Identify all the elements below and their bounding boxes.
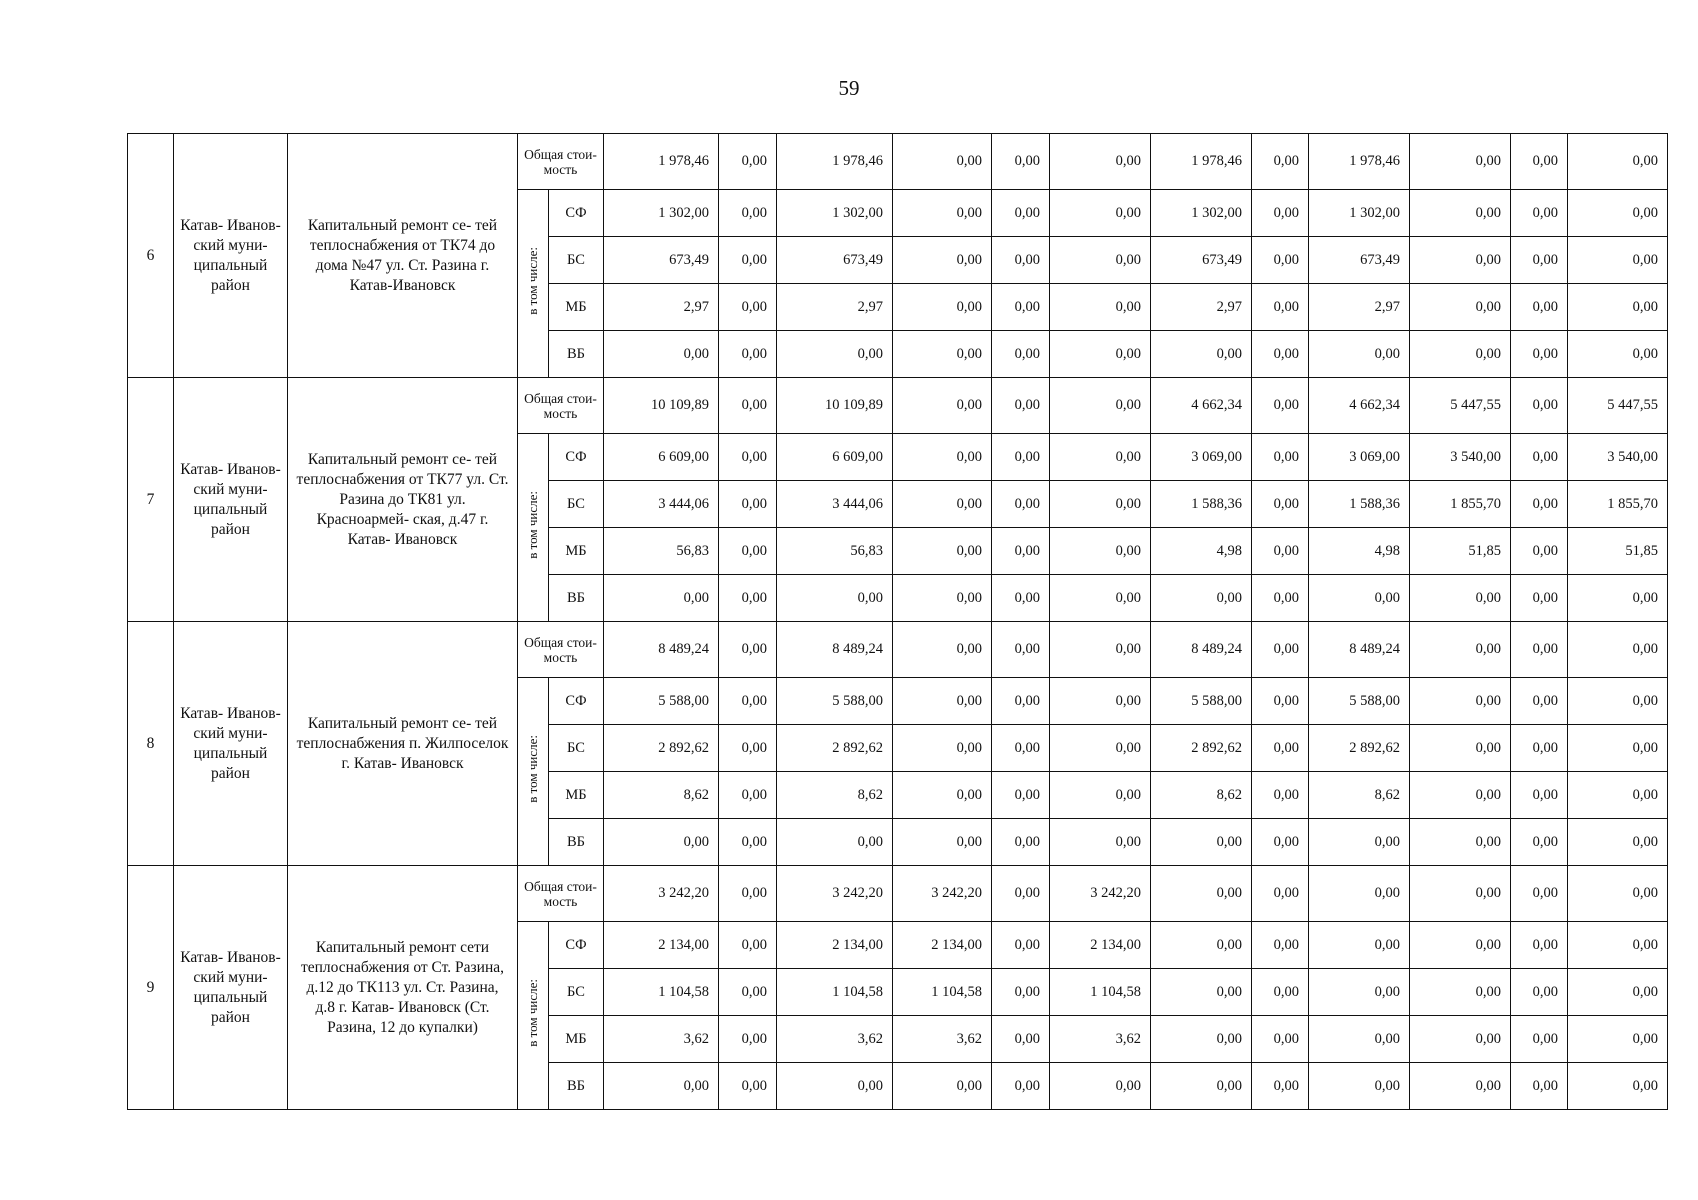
value-cell: 0,00 — [1151, 575, 1252, 622]
value-cell: 0,00 — [1252, 134, 1309, 190]
value-cell: 0,00 — [1568, 190, 1668, 237]
funding-source-label: МБ — [549, 1016, 604, 1063]
value-cell: 0,00 — [1309, 969, 1410, 1016]
value-cell: 0,00 — [1151, 866, 1252, 922]
value-cell: 0,00 — [893, 819, 992, 866]
value-cell: 0,00 — [1252, 969, 1309, 1016]
value-cell: 0,00 — [1050, 134, 1151, 190]
value-cell: 0,00 — [1050, 434, 1151, 481]
value-cell: 0,00 — [1511, 378, 1568, 434]
value-cell: 0,00 — [1252, 622, 1309, 678]
value-cell: 2 892,62 — [777, 725, 893, 772]
value-cell: 0,00 — [1511, 922, 1568, 969]
value-cell: 0,00 — [992, 575, 1050, 622]
value-cell: 8 489,24 — [1151, 622, 1252, 678]
value-cell: 5 588,00 — [1151, 678, 1252, 725]
value-cell: 0,00 — [893, 528, 992, 575]
value-cell: 0,00 — [1309, 575, 1410, 622]
value-cell: 0,00 — [1511, 622, 1568, 678]
value-cell: 3,62 — [1050, 1016, 1151, 1063]
budget-table-body — [128, 134, 1668, 1110]
value-cell: 0,00 — [992, 922, 1050, 969]
value-cell: 0,00 — [1252, 284, 1309, 331]
value-cell: 0,00 — [1252, 678, 1309, 725]
value-cell: 0,00 — [719, 575, 777, 622]
value-cell: 0,00 — [893, 284, 992, 331]
value-cell: 0,00 — [1511, 772, 1568, 819]
municipality-cell: Катав- Иванов- ский муни- ципальный район — [174, 378, 288, 622]
value-cell: 0,00 — [1511, 678, 1568, 725]
municipality-cell: Катав- Иванов- ский муни- ципальный район — [174, 622, 288, 866]
value-cell: 0,00 — [893, 772, 992, 819]
value-cell: 0,00 — [1511, 237, 1568, 284]
value-cell: 5 447,55 — [1410, 378, 1511, 434]
value-cell: 0,00 — [1050, 622, 1151, 678]
municipality-cell: Катав- Иванов- ский муни- ципальный район — [174, 134, 288, 378]
value-cell: 4,98 — [1309, 528, 1410, 575]
value-cell: 0,00 — [777, 331, 893, 378]
value-cell: 3 242,20 — [1050, 866, 1151, 922]
value-cell: 51,85 — [1410, 528, 1511, 575]
value-cell: 10 109,89 — [777, 378, 893, 434]
value-cell: 0,00 — [893, 190, 992, 237]
row-number: 8 — [128, 622, 174, 866]
funding-source-label: БС — [549, 237, 604, 284]
value-cell: 0,00 — [719, 331, 777, 378]
value-cell: 4,98 — [1151, 528, 1252, 575]
value-cell: 0,00 — [719, 922, 777, 969]
value-cell: 56,83 — [604, 528, 719, 575]
value-cell: 0,00 — [1511, 866, 1568, 922]
value-cell: 0,00 — [992, 866, 1050, 922]
table-row — [128, 866, 1668, 922]
value-cell: 3 069,00 — [1151, 434, 1252, 481]
value-cell: 0,00 — [1568, 575, 1668, 622]
value-cell: 8 489,24 — [1309, 622, 1410, 678]
value-cell: 4 662,34 — [1151, 378, 1252, 434]
row-number: 7 — [128, 378, 174, 622]
total-cost-label: Общая стои- мость — [518, 134, 604, 190]
value-cell: 0,00 — [719, 678, 777, 725]
value-cell: 0,00 — [719, 481, 777, 528]
value-cell: 0,00 — [1568, 678, 1668, 725]
value-cell: 0,00 — [1568, 725, 1668, 772]
funding-source-label: ВБ — [549, 331, 604, 378]
page-number: 59 — [838, 76, 860, 100]
value-cell: 0,00 — [719, 1063, 777, 1110]
value-cell: 0,00 — [1410, 190, 1511, 237]
value-cell: 0,00 — [719, 725, 777, 772]
value-cell: 0,00 — [1252, 331, 1309, 378]
value-cell: 1 978,46 — [1151, 134, 1252, 190]
funding-source-label: МБ — [549, 772, 604, 819]
value-cell: 5 447,55 — [1568, 378, 1668, 434]
value-cell: 0,00 — [719, 378, 777, 434]
value-cell: 0,00 — [719, 622, 777, 678]
value-cell: 0,00 — [992, 725, 1050, 772]
total-cost-label: Общая стои- мость — [518, 378, 604, 434]
value-cell: 2 892,62 — [1151, 725, 1252, 772]
value-cell: 0,00 — [992, 331, 1050, 378]
value-cell: 1 302,00 — [1151, 190, 1252, 237]
value-cell: 0,00 — [1050, 1063, 1151, 1110]
value-cell: 0,00 — [1050, 481, 1151, 528]
value-cell: 8,62 — [1309, 772, 1410, 819]
value-cell: 5 588,00 — [777, 678, 893, 725]
value-cell: 1 104,58 — [777, 969, 893, 1016]
table-row — [128, 622, 1668, 678]
value-cell: 0,00 — [604, 331, 719, 378]
value-cell: 0,00 — [1410, 969, 1511, 1016]
value-cell: 0,00 — [1511, 284, 1568, 331]
value-cell: 0,00 — [893, 1063, 992, 1110]
funding-source-label: МБ — [549, 528, 604, 575]
funding-source-label: БС — [549, 969, 604, 1016]
value-cell: 0,00 — [1309, 1016, 1410, 1063]
value-cell: 0,00 — [1568, 237, 1668, 284]
value-cell: 4 662,34 — [1309, 378, 1410, 434]
funding-source-label: БС — [549, 481, 604, 528]
value-cell: 2 892,62 — [1309, 725, 1410, 772]
value-cell: 0,00 — [1309, 331, 1410, 378]
value-cell: 2 892,62 — [604, 725, 719, 772]
value-cell: 0,00 — [1410, 922, 1511, 969]
value-cell: 0,00 — [719, 772, 777, 819]
value-cell: 2,97 — [1151, 284, 1252, 331]
value-cell: 0,00 — [604, 1063, 719, 1110]
subgroup-label-cell — [518, 190, 549, 378]
funding-source-label: БС — [549, 725, 604, 772]
value-cell: 0,00 — [1252, 575, 1309, 622]
value-cell: 0,00 — [719, 866, 777, 922]
funding-source-label: ВБ — [549, 1063, 604, 1110]
funding-source-label: СФ — [549, 678, 604, 725]
value-cell: 0,00 — [992, 134, 1050, 190]
value-cell: 0,00 — [1050, 772, 1151, 819]
value-cell: 0,00 — [1568, 622, 1668, 678]
value-cell: 0,00 — [1309, 866, 1410, 922]
total-cost-label: Общая стои- мость — [518, 866, 604, 922]
value-cell: 0,00 — [1410, 575, 1511, 622]
value-cell: 3 242,20 — [604, 866, 719, 922]
value-cell: 1 302,00 — [777, 190, 893, 237]
value-cell: 0,00 — [1252, 1016, 1309, 1063]
value-cell: 0,00 — [1252, 237, 1309, 284]
value-cell: 0,00 — [1050, 725, 1151, 772]
table-row — [128, 134, 1668, 190]
value-cell: 0,00 — [1410, 1063, 1511, 1110]
value-cell: 0,00 — [1410, 819, 1511, 866]
subgroup-label: в том числе: — [525, 979, 540, 1047]
value-cell: 0,00 — [992, 969, 1050, 1016]
value-cell: 2 134,00 — [893, 922, 992, 969]
value-cell: 3 540,00 — [1410, 434, 1511, 481]
value-cell: 0,00 — [992, 284, 1050, 331]
value-cell: 0,00 — [992, 678, 1050, 725]
value-cell: 0,00 — [719, 819, 777, 866]
value-cell: 0,00 — [1050, 378, 1151, 434]
value-cell: 0,00 — [1252, 481, 1309, 528]
value-cell: 0,00 — [1511, 434, 1568, 481]
funding-source-label: ВБ — [549, 819, 604, 866]
value-cell: 1 104,58 — [893, 969, 992, 1016]
row-number: 6 — [128, 134, 174, 378]
value-cell: 3 069,00 — [1309, 434, 1410, 481]
funding-source-label: СФ — [549, 434, 604, 481]
value-cell: 0,00 — [1252, 528, 1309, 575]
project-description-cell: Капитальный ремонт се- тей теплоснабжения от ТК77 ул. Ст. Разина до ТК81 ул. Красноармей- ская, д.47 г. Катав- Ивановск — [288, 378, 518, 622]
funding-source-label: СФ — [549, 190, 604, 237]
subgroup-label-cell — [518, 434, 549, 622]
value-cell: 0,00 — [1151, 819, 1252, 866]
value-cell: 673,49 — [1309, 237, 1410, 284]
project-description-cell: Капитальный ремонт сети теплоснабжения от Ст. Разина, д.12 до ТК113 ул. Ст. Разина, д.8 г. Катав- Ивановск (Ст. Разина, 12 до купалки) — [288, 866, 518, 1110]
value-cell: 1 978,46 — [777, 134, 893, 190]
value-cell: 2,97 — [1309, 284, 1410, 331]
value-cell: 0,00 — [1410, 866, 1511, 922]
value-cell: 0,00 — [1252, 378, 1309, 434]
value-cell: 0,00 — [1050, 819, 1151, 866]
value-cell: 0,00 — [992, 772, 1050, 819]
value-cell: 0,00 — [1050, 331, 1151, 378]
value-cell: 0,00 — [1511, 725, 1568, 772]
municipality-cell: Катав- Иванов- ский муни- ципальный район — [174, 866, 288, 1110]
value-cell: 0,00 — [1309, 922, 1410, 969]
value-cell: 0,00 — [1511, 528, 1568, 575]
value-cell: 0,00 — [1511, 331, 1568, 378]
value-cell: 6 609,00 — [777, 434, 893, 481]
value-cell: 3 540,00 — [1568, 434, 1668, 481]
value-cell: 0,00 — [1568, 331, 1668, 378]
value-cell: 0,00 — [1410, 284, 1511, 331]
value-cell: 0,00 — [992, 622, 1050, 678]
value-cell: 0,00 — [1151, 922, 1252, 969]
value-cell: 8 489,24 — [777, 622, 893, 678]
subgroup-label: в том числе: — [525, 247, 540, 315]
value-cell: 3 242,20 — [777, 866, 893, 922]
value-cell: 0,00 — [1309, 1063, 1410, 1110]
value-cell: 1 855,70 — [1568, 481, 1668, 528]
value-cell: 0,00 — [1568, 969, 1668, 1016]
value-cell: 3 242,20 — [893, 866, 992, 922]
value-cell: 0,00 — [1410, 134, 1511, 190]
value-cell: 673,49 — [1151, 237, 1252, 284]
value-cell: 0,00 — [1050, 190, 1151, 237]
value-cell: 0,00 — [719, 434, 777, 481]
value-cell: 2 134,00 — [777, 922, 893, 969]
value-cell: 3,62 — [604, 1016, 719, 1063]
value-cell: 0,00 — [1050, 678, 1151, 725]
value-cell: 0,00 — [1410, 678, 1511, 725]
value-cell: 0,00 — [992, 190, 1050, 237]
value-cell: 0,00 — [1252, 434, 1309, 481]
value-cell: 0,00 — [1410, 622, 1511, 678]
value-cell: 0,00 — [1050, 237, 1151, 284]
subgroup-label: в том числе: — [525, 735, 540, 803]
value-cell: 0,00 — [719, 134, 777, 190]
value-cell: 8,62 — [1151, 772, 1252, 819]
table-row — [128, 378, 1668, 434]
value-cell: 0,00 — [1568, 819, 1668, 866]
value-cell: 0,00 — [1511, 190, 1568, 237]
subgroup-label-cell — [518, 678, 549, 866]
value-cell: 0,00 — [992, 378, 1050, 434]
value-cell: 8 489,24 — [604, 622, 719, 678]
value-cell: 0,00 — [1309, 819, 1410, 866]
value-cell: 0,00 — [1568, 1016, 1668, 1063]
value-cell: 3 444,06 — [777, 481, 893, 528]
funding-source-label: ВБ — [549, 575, 604, 622]
value-cell: 0,00 — [1568, 1063, 1668, 1110]
value-cell: 3 444,06 — [604, 481, 719, 528]
value-cell: 0,00 — [1252, 1063, 1309, 1110]
value-cell: 0,00 — [1252, 922, 1309, 969]
value-cell: 0,00 — [1050, 575, 1151, 622]
value-cell: 0,00 — [893, 622, 992, 678]
value-cell: 0,00 — [893, 237, 992, 284]
value-cell: 10 109,89 — [604, 378, 719, 434]
value-cell: 0,00 — [604, 819, 719, 866]
funding-source-label: СФ — [549, 922, 604, 969]
value-cell: 0,00 — [992, 528, 1050, 575]
value-cell: 1 855,70 — [1410, 481, 1511, 528]
value-cell: 0,00 — [1410, 772, 1511, 819]
value-cell: 0,00 — [719, 1016, 777, 1063]
value-cell: 0,00 — [1410, 725, 1511, 772]
value-cell: 1 588,36 — [1309, 481, 1410, 528]
value-cell: 0,00 — [1050, 528, 1151, 575]
value-cell: 0,00 — [1151, 969, 1252, 1016]
project-description-cell: Капитальный ремонт се- тей теплоснабжения п. Жилпоселок г. Катав- Ивановск — [288, 622, 518, 866]
value-cell: 0,00 — [1151, 1016, 1252, 1063]
value-cell: 0,00 — [1568, 284, 1668, 331]
funding-source-label: МБ — [549, 284, 604, 331]
value-cell: 0,00 — [719, 237, 777, 284]
value-cell: 2,97 — [777, 284, 893, 331]
value-cell: 0,00 — [992, 1016, 1050, 1063]
value-cell: 0,00 — [1252, 190, 1309, 237]
value-cell: 0,00 — [893, 575, 992, 622]
value-cell: 5 588,00 — [604, 678, 719, 725]
value-cell: 1 588,36 — [1151, 481, 1252, 528]
value-cell: 3,62 — [893, 1016, 992, 1063]
value-cell: 0,00 — [893, 434, 992, 481]
value-cell: 0,00 — [719, 190, 777, 237]
value-cell: 0,00 — [1568, 772, 1668, 819]
project-description-cell: Капитальный ремонт се- тей теплоснабжения от ТК74 до дома №47 ул. Ст. Разина г. Катав-Ивановск — [288, 134, 518, 378]
value-cell: 0,00 — [1410, 331, 1511, 378]
value-cell: 0,00 — [1410, 1016, 1511, 1063]
value-cell: 8,62 — [604, 772, 719, 819]
total-cost-label: Общая стои- мость — [518, 622, 604, 678]
value-cell: 0,00 — [992, 1063, 1050, 1110]
value-cell: 1 302,00 — [1309, 190, 1410, 237]
value-cell: 3,62 — [777, 1016, 893, 1063]
value-cell: 0,00 — [1252, 772, 1309, 819]
value-cell: 1 104,58 — [1050, 969, 1151, 1016]
value-cell: 0,00 — [1252, 819, 1309, 866]
value-cell: 0,00 — [893, 678, 992, 725]
value-cell: 0,00 — [1511, 481, 1568, 528]
value-cell: 0,00 — [1511, 969, 1568, 1016]
subgroup-label: в том числе: — [525, 491, 540, 559]
value-cell: 1 104,58 — [604, 969, 719, 1016]
value-cell: 0,00 — [777, 1063, 893, 1110]
value-cell: 2,97 — [604, 284, 719, 331]
value-cell: 0,00 — [1568, 866, 1668, 922]
value-cell: 0,00 — [719, 284, 777, 331]
value-cell: 2 134,00 — [1050, 922, 1151, 969]
value-cell: 0,00 — [777, 819, 893, 866]
value-cell: 0,00 — [893, 378, 992, 434]
value-cell: 0,00 — [719, 969, 777, 1016]
value-cell: 0,00 — [1511, 1063, 1568, 1110]
value-cell: 0,00 — [992, 237, 1050, 284]
value-cell: 0,00 — [1151, 331, 1252, 378]
value-cell: 0,00 — [1050, 284, 1151, 331]
row-number: 9 — [128, 866, 174, 1110]
value-cell: 51,85 — [1568, 528, 1668, 575]
value-cell: 0,00 — [1511, 1016, 1568, 1063]
value-cell: 0,00 — [1511, 134, 1568, 190]
value-cell: 6 609,00 — [604, 434, 719, 481]
value-cell: 0,00 — [1568, 134, 1668, 190]
value-cell: 1 978,46 — [604, 134, 719, 190]
value-cell: 0,00 — [1252, 866, 1309, 922]
value-cell: 5 588,00 — [1309, 678, 1410, 725]
value-cell: 0,00 — [1410, 237, 1511, 284]
value-cell: 0,00 — [992, 481, 1050, 528]
value-cell: 0,00 — [893, 331, 992, 378]
value-cell: 1 302,00 — [604, 190, 719, 237]
value-cell: 0,00 — [893, 134, 992, 190]
value-cell: 0,00 — [992, 434, 1050, 481]
value-cell: 0,00 — [1568, 922, 1668, 969]
value-cell: 2 134,00 — [604, 922, 719, 969]
value-cell: 0,00 — [1511, 819, 1568, 866]
value-cell: 0,00 — [604, 575, 719, 622]
value-cell: 8,62 — [777, 772, 893, 819]
value-cell: 0,00 — [719, 528, 777, 575]
value-cell: 0,00 — [1252, 725, 1309, 772]
value-cell: 56,83 — [777, 528, 893, 575]
budget-table — [127, 133, 1668, 1110]
value-cell: 1 978,46 — [1309, 134, 1410, 190]
value-cell: 0,00 — [777, 575, 893, 622]
value-cell: 0,00 — [1511, 575, 1568, 622]
subgroup-label-cell — [518, 922, 549, 1110]
value-cell: 673,49 — [777, 237, 893, 284]
value-cell: 0,00 — [893, 725, 992, 772]
value-cell: 673,49 — [604, 237, 719, 284]
value-cell: 0,00 — [893, 481, 992, 528]
value-cell: 0,00 — [1151, 1063, 1252, 1110]
value-cell: 0,00 — [992, 819, 1050, 866]
